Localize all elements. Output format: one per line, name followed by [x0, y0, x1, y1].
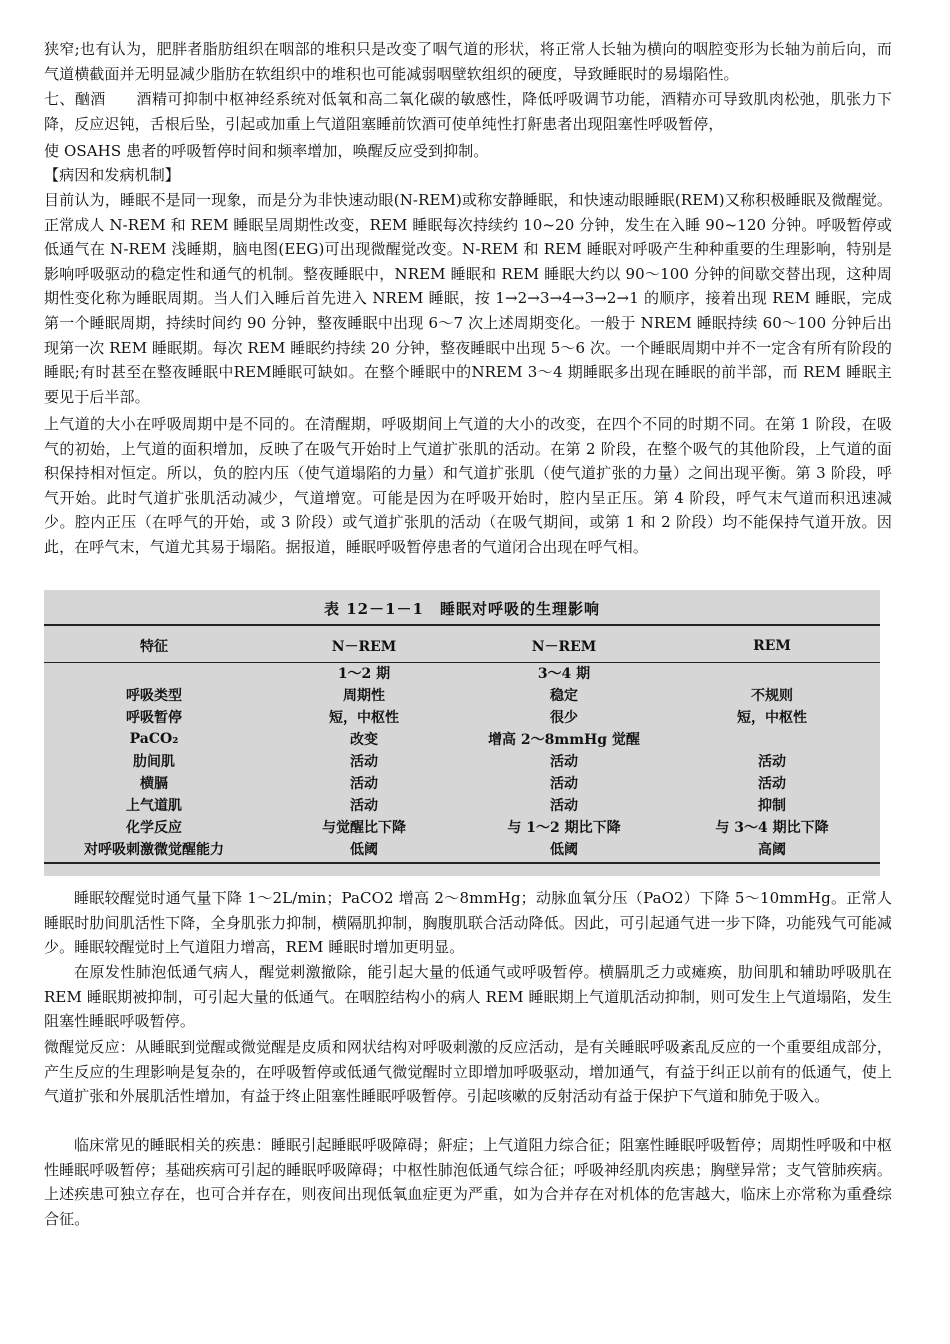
table-row — [44, 838, 880, 860]
table-cell: 高阈 — [758, 842, 786, 858]
table-cell: 与 1～2 期比下降 — [507, 820, 621, 836]
table-row — [44, 684, 880, 706]
table-row — [44, 728, 880, 750]
header-cell: N－REM — [531, 639, 597, 655]
table-cell: 3～4 期 — [537, 666, 591, 682]
table-cell: 与 3～4 期比下降 — [715, 820, 829, 836]
table-cell: 活动 — [350, 754, 378, 770]
physiology-table — [44, 590, 880, 876]
table-cell: 横膈 — [140, 776, 168, 792]
table-cell: 很少 — [550, 710, 578, 726]
header-cell: N－REM — [331, 639, 397, 655]
paragraph-alcohol: 七、酗酒 酒精可抑制中枢神经系统对低氧和高二氧化碳的敏感性，降低呼吸调节功能，酒精亦可导致肌肉松弛，肌张力下降，反应迟钝，舌根后坠，引起或加重上气道阻塞睡前饮酒可使单纯性打鼾患者出现阻塞性呼吸暂停， — [44, 90, 892, 133]
table-cell — [44, 662, 264, 684]
table-cell: 活动 — [758, 776, 786, 792]
table-cell — [664, 662, 880, 684]
table-top-rule — [44, 624, 880, 626]
header-cell: 特征 — [140, 639, 168, 655]
table-cell: 活动 — [550, 798, 578, 814]
table-cell: 化学反应 — [126, 820, 182, 836]
paragraph-upper-airway: 上气道的大小在呼吸周期中是不同的。在清醒期，呼吸期间上气道的大小的改变，在四个不同的时期不同。在第 1 阶段，在吸气的初始，上气道的面积增加，反映了在吸气开始时上气道扩张肌的活动。在第 2 阶段，在整个吸气的其他阶段，上气道的面积保持相对恒定。所以，负的腔内压（使气道塌陷的力量）和气道扩张肌（使气道扩张的力量）之间出现平衡。第 3 阶段，呼气开始。此时气道扩张肌活动减少，气道增宽。可能是因为在呼吸开始时，腔内呈正压。第 4 阶段，呼气末气道而积迅速减少。腔内正压（在呼气的开始，或 3 阶段）或气道扩张肌的活动（在吸气期间，或第 1 和 2 阶段）均不能保持气道开放。因此，在呼气末，气道尤其易于塌陷。据报道，睡眠呼吸暂停患者的气道闭合出现在呼气相。 — [44, 415, 892, 556]
table-cell: 低阈 — [350, 842, 378, 858]
table-cell: 呼吸暂停 — [126, 710, 182, 726]
table-cell: 改变 — [350, 732, 378, 748]
header-cell: REM — [753, 638, 791, 654]
table-cell: 对呼吸刺激微觉醒能力 — [84, 842, 224, 858]
paragraph-alcohol-cont: 使 OSAHS 患者的呼吸暂停时间和频率增加，唤醒反应受到抑制。 — [44, 142, 489, 160]
paragraph-ventilation: 睡眠较醒觉时通气量下降 1～2L/min；PaCO2 增高 2～8mmHg；动脉血氧分压（PaO2）下降 5～10mmHg。正常人睡眠时肋间肌活性下降，全身肌张力抑制，横隔肌抑制，胸腹肌联合活动降低。因此，可引起通气进一步下降，功能残气可能减少。睡眠较醒觉时上气道阻力增高，REM 睡眠时增加更明显。 — [44, 889, 892, 957]
paragraph-arousal: 微醒觉反应：从睡眠到觉醒或微觉醒是皮质和网状结构对呼吸刺激的反应活动，是有关睡眠呼吸紊乱反应的一个重要组成部分，产生反应的生理影响是复杂的，在呼吸暂停或低通气微觉醒时立即增加呼吸驱动，增加通气，有益于纠正以前有的低通气，使上气道扩张和外展肌活性增加，有益于终止阻塞性睡眠呼吸暂停。引起咳嗽的反射活动有益于保护下气道和肺免于吸入。 — [44, 1038, 892, 1106]
table-cell: 上气道肌 — [126, 798, 182, 814]
table-cell: 活动 — [350, 798, 378, 814]
table-grid — [44, 630, 880, 860]
table-title: 表 12－1－1 睡眠对呼吸的生理影响 — [324, 600, 600, 618]
table-row — [44, 662, 880, 684]
table-cell: 抑制 — [758, 798, 786, 814]
table-header-row — [44, 630, 880, 662]
table-cell: 与觉醒比下降 — [322, 820, 406, 836]
table-cell: 活动 — [550, 754, 578, 770]
table-cell: PaCO₂ — [129, 731, 179, 747]
table-cell: 周期性 — [343, 688, 385, 704]
table-cell: 短，中枢性 — [737, 710, 807, 726]
section-heading: 【病因和发病机制】 — [44, 166, 180, 184]
paragraph-clinical: 临床常见的睡眠相关的疾患：睡眠引起睡眠呼吸障碍；鼾症；上气道阻力综合征；阻塞性睡眠呼吸暂停；周期性呼吸和中枢性睡眠呼吸暂停；基础疾病可引起的睡眠呼吸障碍；中枢性肺泡低通气综合征；呼吸神经肌肉疾患；胸壁异常；支气管肺疾病。上述疾患可独立存在，也可合并存在，则夜间出现低氧血症更为严重，如为合并存在对机体的危害越大，临床上亦常称为重叠综合征。 — [44, 1136, 892, 1228]
paragraph-hypoventilation: 在原发性肺泡低通气病人，醒觉刺激撤除，能引起大量的低通气或呼吸暂停。横膈肌乏力或瘫痪，肋间肌和辅助呼吸肌在 REM 睡眠期被抑制，可引起大量的低通气。在咽腔结构小的病人 REM 睡眠期上气道肌活动抑制，则可发生上气道塌陷，发生阻塞性睡眠呼吸暂停。 — [44, 963, 892, 1031]
table-bottom-rule — [44, 862, 880, 864]
table-cell: 肋间肌 — [133, 754, 175, 770]
table-cell: 活动 — [550, 776, 578, 792]
table-row — [44, 772, 880, 794]
paragraph-obesity: 狭窄;也有认为，肥胖者脂肪组织在咽部的堆积只是改变了咽气道的形状，将正常人长轴为横向的咽腔变形为长轴为前后向，而气道横截面并无明显减少脂肪在软组织中的堆积也可能减弱咽壁软组织的硬度，导致睡眠时的易塌陷性。 — [44, 40, 892, 83]
table-row — [44, 750, 880, 772]
table-cell: 呼吸类型 — [126, 688, 182, 704]
table-cell — [664, 728, 880, 750]
table-cell: 不规则 — [751, 688, 793, 704]
table-cell: 1～2 期 — [337, 666, 391, 682]
table-row — [44, 706, 880, 728]
table-cell: 稳定 — [550, 688, 578, 704]
table-cell: 低阈 — [550, 842, 578, 858]
table-row — [44, 816, 880, 838]
paragraph-sleep-cycle: 目前认为，睡眠不是同一现象，而是分为非快速动眼(N-REM)或称安静睡眠，和快速动眼睡眠(REM)又称积极睡眠及微醒觉。正常成人 N-REM 和 REM 睡眠呈周期性改变，REM 睡眠每次持续约 10~20 分钟，发生在入睡 90~120 分钟。呼吸暂停或低通气在 N-REM 浅睡期，脑电图(EEG)可出现微醒觉改变。N-REM 和 REM 睡眠对呼吸产生种种重要的生理影响，特别是影响呼吸驱动的稳定性和通气的机制。整夜睡眠中，NREM 睡眠和 REM 睡眠大约以 90～100 分钟的间歇交替出现，这种周期性变化称为睡眠周期。当人们入睡后首先进入 NREM 睡眠，按 1→2→3→4→3→2→1 的顺序，接着出现 REM 睡眠，完成第一个睡眠周期，持续时间约 90 分钟，整夜睡眠中出现 6～7 次上述周期变化。一般于 NREM 睡眠持续 60～100 分钟后出现第一次 REM 睡眠期。每次 REM 睡眠约持续 20 分钟，整夜睡眠中出现 5～6 次。一个睡眠周期中并不一定含有所有阶段的睡眠;有时甚至在整夜睡眠中REM睡眠可缺如。在整个睡眠中的NREM 3～4 期睡眠多出现在睡眠的前半部，而 REM 睡眠主要见于后半部。 — [44, 191, 892, 406]
table-cell: 活动 — [350, 776, 378, 792]
table-cell: 活动 — [758, 754, 786, 770]
table-cell: 短，中枢性 — [329, 710, 399, 726]
table-row — [44, 794, 880, 816]
table-cell: 增高 2～8mmHg 觉醒 — [488, 732, 640, 748]
